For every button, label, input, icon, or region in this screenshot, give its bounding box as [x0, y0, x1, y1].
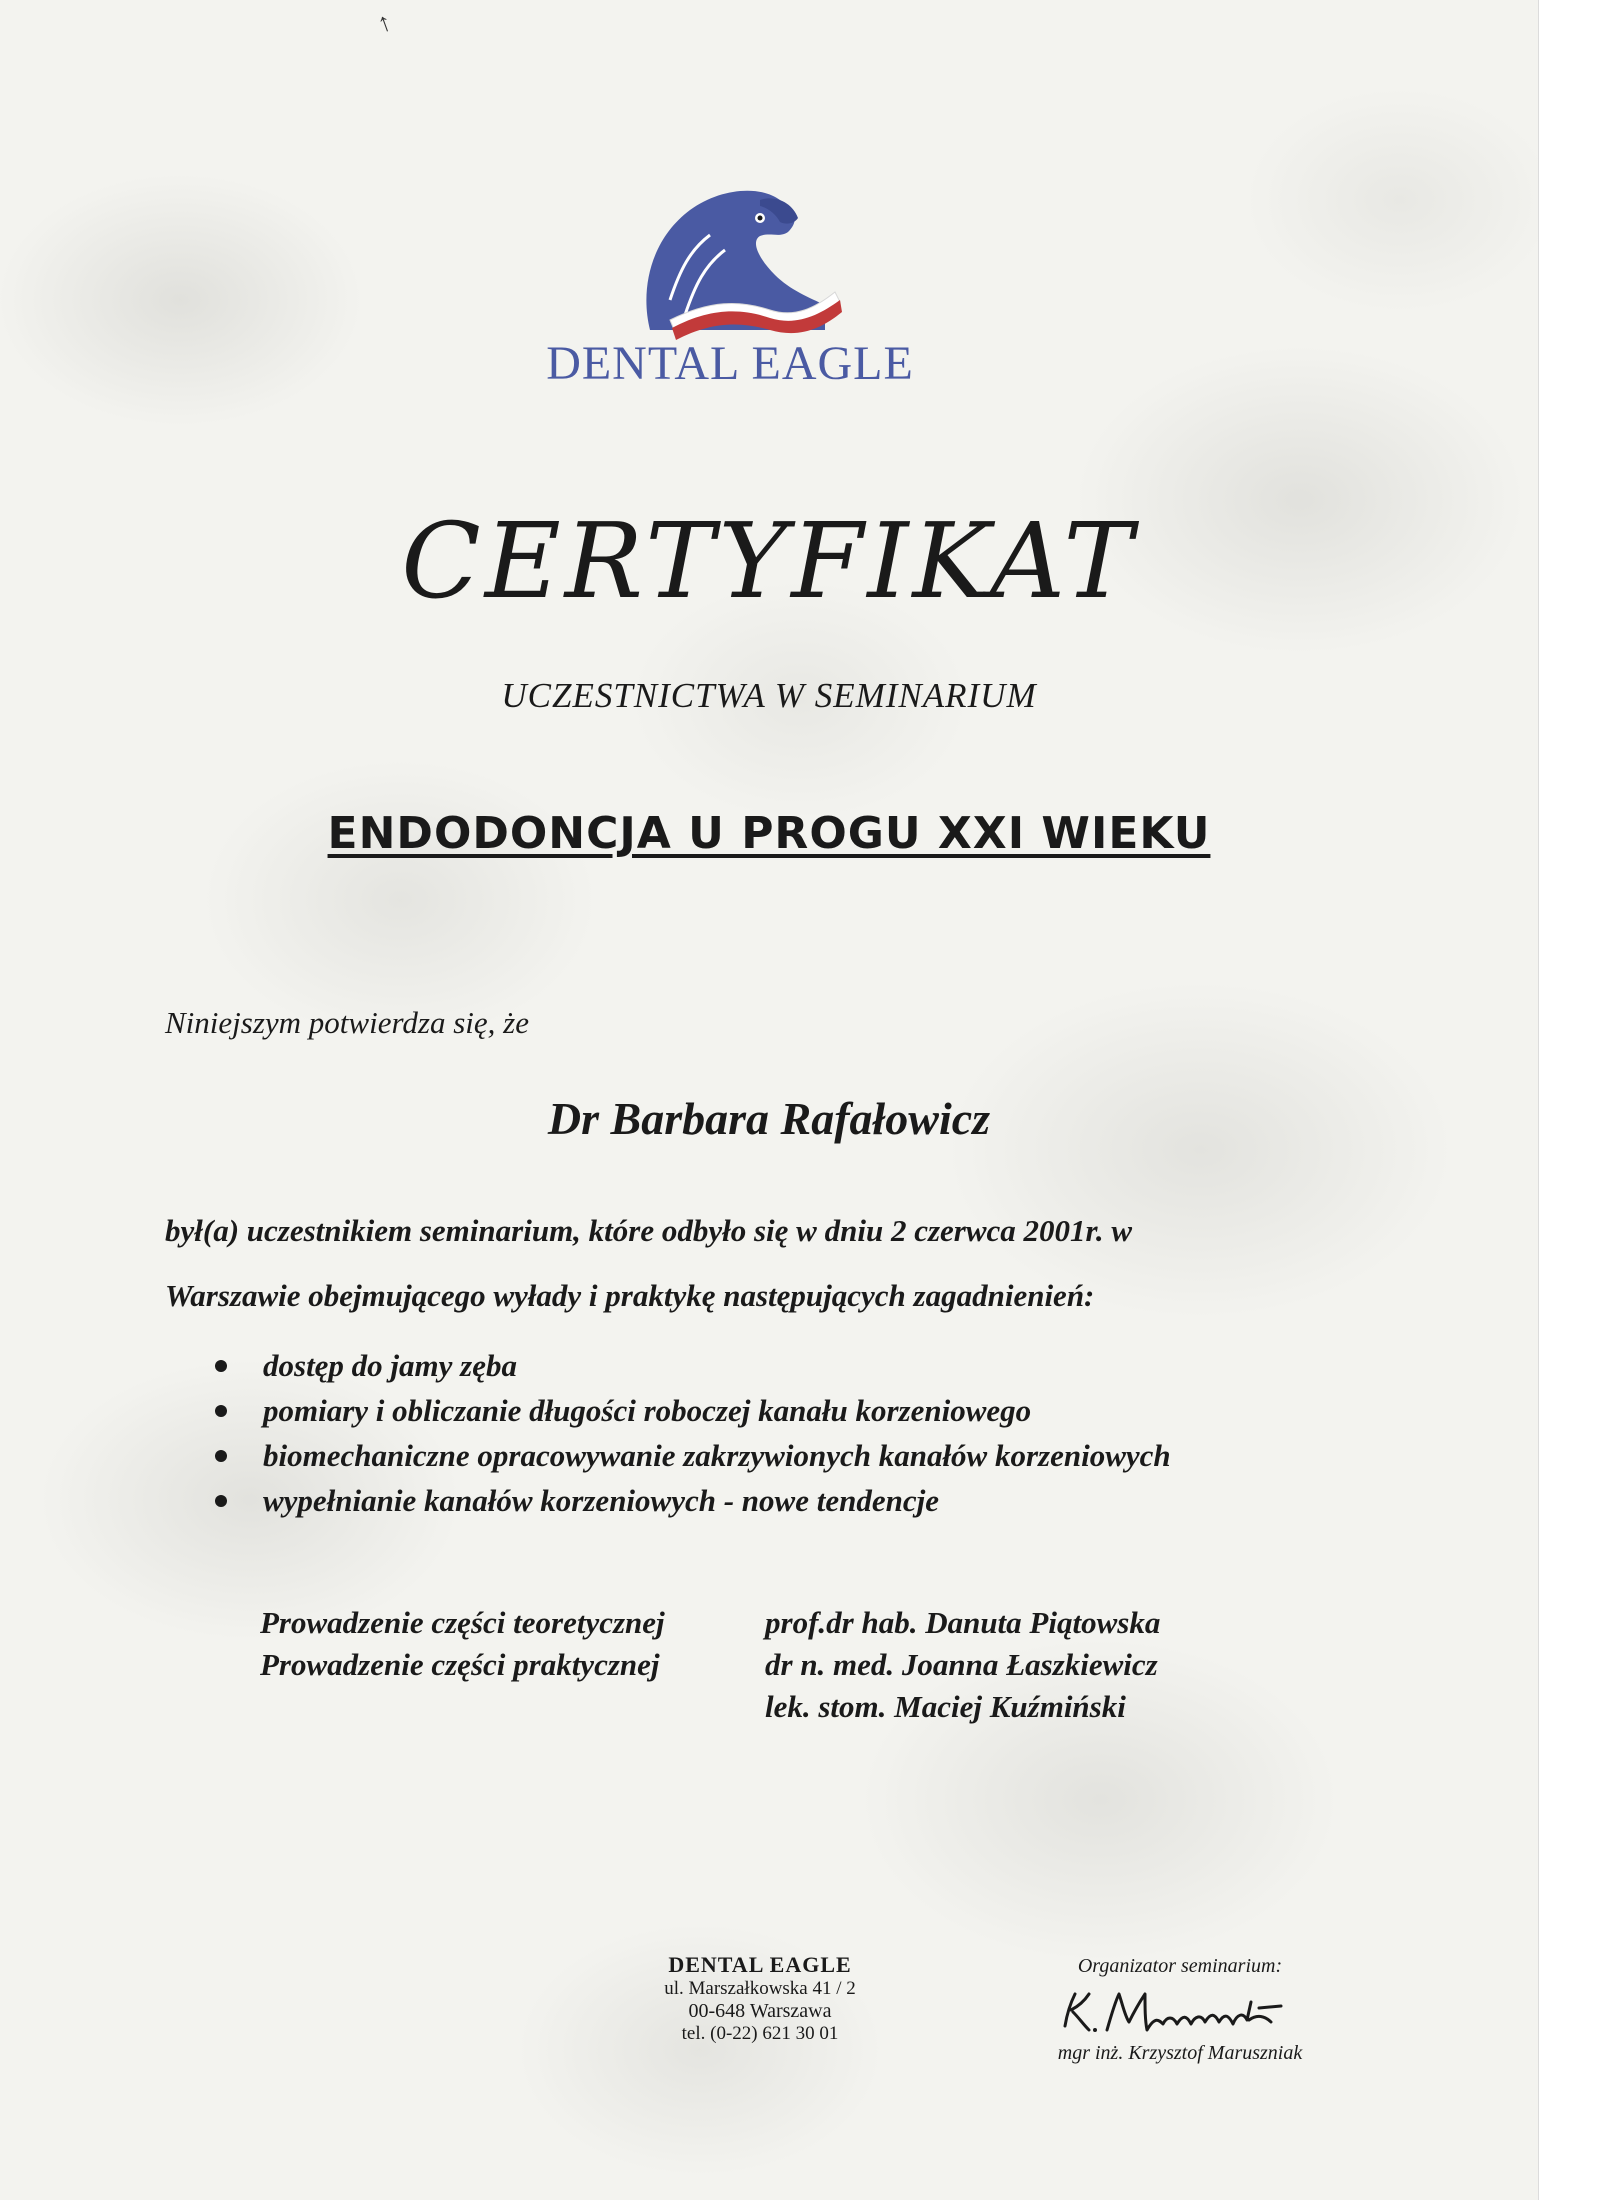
organizer-label: Organizator seminarium:: [1077, 1955, 1283, 1977]
corner-mark-icon: ↑: [373, 6, 396, 39]
intro-text: Niniejszym potwierdza się, że: [165, 1005, 529, 1040]
leader-name-practice-2: lek. stom. Maciej Kuźmiński: [765, 1689, 1126, 1724]
logo-text: DENTAL EAGLE: [546, 337, 914, 390]
leader-role-practice: Prowadzenie części praktycznej: [260, 1647, 660, 1682]
organizer-name: mgr inż. Krzysztof Maruszniak: [1057, 2042, 1303, 2064]
company-address: [610, 1952, 910, 2045]
topic-item: [210, 1388, 1171, 1433]
dental-eagle-logo: [510, 180, 950, 391]
company-city: 00-648 Warszawa: [688, 2000, 832, 2022]
bullet-icon: [215, 1405, 227, 1417]
topic-text: wypełnianie kanałów korzeniowych - nowe tendencje: [263, 1483, 939, 1518]
company-name: DENTAL EAGLE: [668, 1952, 852, 1977]
topic-text: pomiary i obliczanie długości roboczej kanału korzeniowego: [263, 1393, 1032, 1428]
leader-name-theory: prof.dr hab. Danuta Piątowska: [765, 1605, 1161, 1640]
eagle-logo-icon: [610, 180, 850, 340]
topic-item: [210, 1478, 1171, 1523]
seminar-name: ENDODONCJA U PROGU XXI WIEKU: [327, 808, 1211, 859]
topic-item: [210, 1433, 1171, 1478]
topic-text: biomechaniczne opracowywanie zakrzywionych kanałów korzeniowych: [263, 1438, 1171, 1473]
company-street: ul. Marszałkowska 41 / 2: [664, 1978, 856, 1999]
topic-item: [210, 1343, 1171, 1388]
leader-role-theory: Prowadzenie części teoretycznej: [260, 1605, 665, 1640]
topic-text: dostęp do jamy zęba: [263, 1348, 517, 1383]
body-line-2: Warszawie obejmującego wyłady i praktykę następujących zagadnienień:: [165, 1278, 1095, 1313]
recipient-name: Dr Barbara Rafałowicz: [547, 1093, 991, 1144]
certificate-subtitle: UCZESTNICTWA W SEMINARIUM: [501, 676, 1037, 715]
body-line-1: był(a) uczestnikiem seminarium, które odbyło się w dniu 2 czerwca 2001r. w: [165, 1213, 1133, 1248]
leader-name-practice-1: dr n. med. Joanna Łaszkiewicz: [765, 1647, 1158, 1682]
organizer-block: [1015, 1955, 1345, 2065]
bullet-icon: [215, 1450, 227, 1462]
company-phone: tel. (0-22) 621 30 01: [681, 2023, 839, 2044]
scan-edge: [1538, 0, 1600, 2200]
bullet-icon: [215, 1495, 227, 1507]
topics-list: [210, 1343, 1171, 1523]
signature-icon: [1045, 1986, 1315, 2040]
bullet-icon: [215, 1360, 227, 1372]
certificate-title: CERTYFIKAT: [401, 500, 1137, 622]
